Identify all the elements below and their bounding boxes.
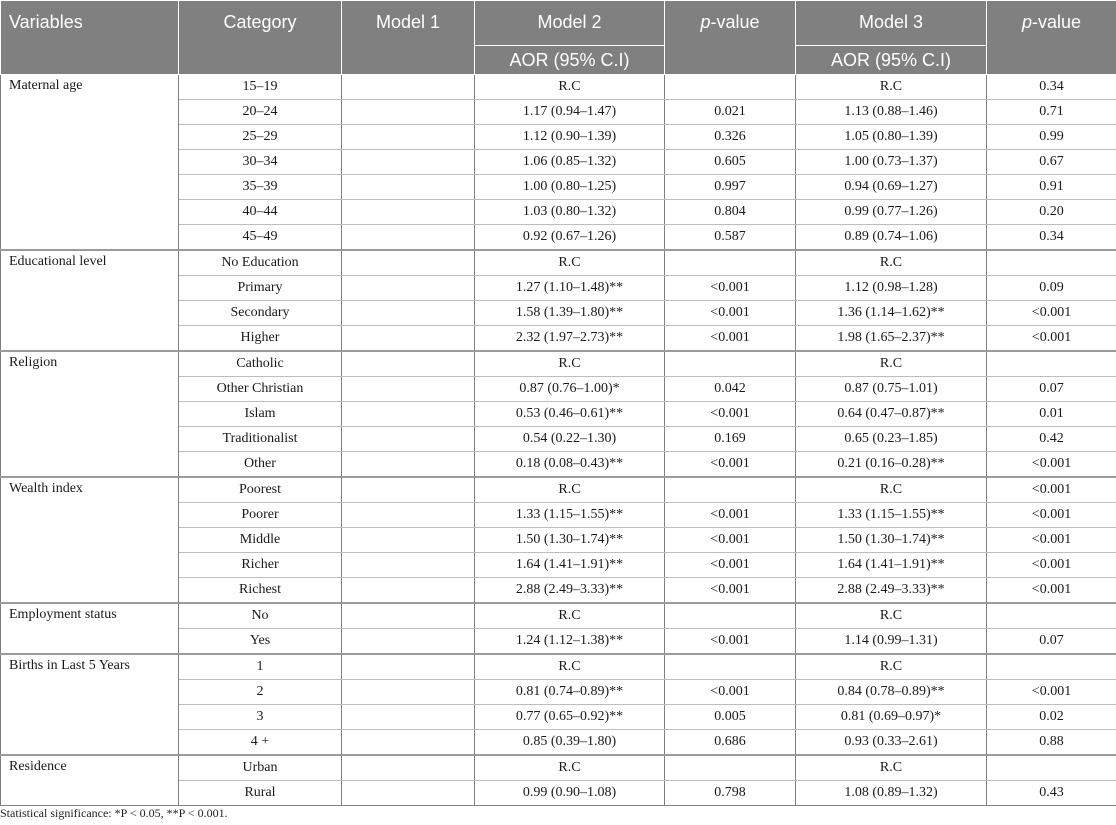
model3-pvalue-cell (987, 250, 1116, 276)
model1-cell (342, 730, 475, 756)
model3-aor-cell: R.C (796, 603, 987, 629)
category-cell: 40–44 (179, 200, 342, 225)
model2-aor-cell: 1.50 (1.30–1.74)** (475, 528, 665, 553)
table-row (1, 250, 1116, 276)
model3-pvalue-cell: 0.09 (987, 276, 1116, 301)
model3-pvalue-cell: 0.07 (987, 629, 1116, 655)
model2-pvalue-cell: 0.804 (665, 200, 796, 225)
model3-aor-cell: 0.64 (0.47–0.87)** (796, 402, 987, 427)
model1-cell (342, 654, 475, 680)
model2-pvalue-cell: <0.001 (665, 326, 796, 352)
model2-pvalue-cell: 0.005 (665, 705, 796, 730)
model3-aor-cell: R.C (796, 477, 987, 503)
model2-pvalue-cell (665, 250, 796, 276)
category-cell: Yes (179, 629, 342, 655)
model2-pvalue-cell: <0.001 (665, 680, 796, 705)
variable-cell: Wealth index (1, 477, 179, 603)
model3-pvalue-cell: 0.99 (987, 125, 1116, 150)
header-aor-model3: AOR (95% C.I) (796, 46, 987, 75)
model2-aor-cell: 1.00 (0.80–1.25) (475, 175, 665, 200)
header-model3: Model 3 (796, 1, 987, 46)
model1-cell (342, 250, 475, 276)
model2-pvalue-cell: <0.001 (665, 402, 796, 427)
variable-cell: Residence (1, 755, 179, 806)
model1-cell (342, 276, 475, 301)
category-cell: 25–29 (179, 125, 342, 150)
model3-pvalue-cell: 0.01 (987, 402, 1116, 427)
model2-aor-cell: R.C (475, 250, 665, 276)
model2-pvalue-cell: <0.001 (665, 629, 796, 655)
table-row (1, 654, 1116, 680)
model1-cell (342, 452, 475, 478)
model3-aor-cell: 0.94 (0.69–1.27) (796, 175, 987, 200)
model2-pvalue-cell: 0.605 (665, 150, 796, 175)
model1-cell (342, 578, 475, 604)
table-row (1, 351, 1116, 377)
model2-pvalue-cell: <0.001 (665, 503, 796, 528)
category-cell: No (179, 603, 342, 629)
header-pvalue-model3: p-value (987, 1, 1116, 75)
model3-pvalue-cell: 0.88 (987, 730, 1116, 756)
model2-aor-cell: 0.81 (0.74–0.89)** (475, 680, 665, 705)
model3-pvalue-cell: <0.001 (987, 553, 1116, 578)
model1-cell (342, 603, 475, 629)
model3-pvalue-cell: 0.71 (987, 100, 1116, 125)
model2-pvalue-cell: <0.001 (665, 578, 796, 604)
category-cell: 4 + (179, 730, 342, 756)
model2-pvalue-cell: 0.042 (665, 377, 796, 402)
category-cell: Poorer (179, 503, 342, 528)
model1-cell (342, 377, 475, 402)
table-row (1, 75, 1116, 100)
model2-aor-cell: 1.58 (1.39–1.80)** (475, 301, 665, 326)
model2-aor-cell: 1.33 (1.15–1.55)** (475, 503, 665, 528)
model3-pvalue-cell: <0.001 (987, 528, 1116, 553)
category-cell: Catholic (179, 351, 342, 377)
model2-aor-cell: 0.77 (0.65–0.92)** (475, 705, 665, 730)
model3-pvalue-cell: <0.001 (987, 477, 1116, 503)
model2-aor-cell: 0.87 (0.76–1.00)* (475, 377, 665, 402)
model2-pvalue-cell (665, 75, 796, 100)
model2-aor-cell: 0.18 (0.08–0.43)** (475, 452, 665, 478)
model2-pvalue-cell: 0.021 (665, 100, 796, 125)
model2-aor-cell: R.C (475, 755, 665, 781)
category-cell: 1 (179, 654, 342, 680)
model2-aor-cell: 2.32 (1.97–2.73)** (475, 326, 665, 352)
model3-aor-cell: 2.88 (2.49–3.33)** (796, 578, 987, 604)
model3-pvalue-cell: <0.001 (987, 452, 1116, 478)
model3-aor-cell: 0.65 (0.23–1.85) (796, 427, 987, 452)
model3-pvalue-cell: 0.07 (987, 377, 1116, 402)
variable-cell: Religion (1, 351, 179, 477)
model2-aor-cell: R.C (475, 477, 665, 503)
model3-aor-cell: 0.89 (0.74–1.06) (796, 225, 987, 251)
table-body (1, 75, 1116, 806)
model3-aor-cell: 1.13 (0.88–1.46) (796, 100, 987, 125)
model2-pvalue-cell: 0.686 (665, 730, 796, 756)
table-row (1, 755, 1116, 781)
model3-aor-cell: R.C (796, 250, 987, 276)
model3-aor-cell: 1.50 (1.30–1.74)** (796, 528, 987, 553)
model1-cell (342, 225, 475, 251)
variable-cell: Maternal age (1, 75, 179, 251)
category-cell: Poorest (179, 477, 342, 503)
category-cell: 2 (179, 680, 342, 705)
model2-pvalue-cell (665, 477, 796, 503)
model2-pvalue-cell: <0.001 (665, 553, 796, 578)
category-cell: 3 (179, 705, 342, 730)
model2-aor-cell: 0.92 (0.67–1.26) (475, 225, 665, 251)
model3-aor-cell: 0.99 (0.77–1.26) (796, 200, 987, 225)
model2-pvalue-cell (665, 654, 796, 680)
model1-cell (342, 175, 475, 200)
model3-aor-cell: 1.08 (0.89–1.32) (796, 781, 987, 806)
model3-pvalue-cell: <0.001 (987, 680, 1116, 705)
model2-aor-cell: 1.03 (0.80–1.32) (475, 200, 665, 225)
model3-aor-cell: R.C (796, 654, 987, 680)
model2-aor-cell: R.C (475, 351, 665, 377)
category-cell: Higher (179, 326, 342, 352)
model3-aor-cell: 1.05 (0.80–1.39) (796, 125, 987, 150)
model2-aor-cell: 0.54 (0.22–1.30) (475, 427, 665, 452)
model2-aor-cell: 1.27 (1.10–1.48)** (475, 276, 665, 301)
model2-pvalue-cell (665, 351, 796, 377)
model1-cell (342, 351, 475, 377)
model3-aor-cell: 1.36 (1.14–1.62)** (796, 301, 987, 326)
header-model1: Model 1 (342, 1, 475, 75)
category-cell: Rural (179, 781, 342, 806)
model2-aor-cell: 1.17 (0.94–1.47) (475, 100, 665, 125)
model3-pvalue-cell (987, 654, 1116, 680)
model2-aor-cell: R.C (475, 603, 665, 629)
model2-pvalue-cell: 0.798 (665, 781, 796, 806)
category-cell: Richer (179, 553, 342, 578)
model3-pvalue-cell: 0.02 (987, 705, 1116, 730)
model2-pvalue-cell: 0.587 (665, 225, 796, 251)
model1-cell (342, 680, 475, 705)
category-cell: No Education (179, 250, 342, 276)
model2-aor-cell: 0.99 (0.90–1.08) (475, 781, 665, 806)
model3-pvalue-cell: <0.001 (987, 301, 1116, 326)
model1-cell (342, 528, 475, 553)
model1-cell (342, 781, 475, 806)
category-cell: Richest (179, 578, 342, 604)
model3-pvalue-cell: <0.001 (987, 503, 1116, 528)
model3-aor-cell: 1.98 (1.65–2.37)** (796, 326, 987, 352)
category-cell: 30–34 (179, 150, 342, 175)
model2-pvalue-cell: 0.997 (665, 175, 796, 200)
model2-pvalue-cell (665, 603, 796, 629)
model1-cell (342, 326, 475, 352)
model3-pvalue-cell: 0.67 (987, 150, 1116, 175)
model3-aor-cell: R.C (796, 755, 987, 781)
model3-aor-cell: 1.33 (1.15–1.55)** (796, 503, 987, 528)
category-cell: Secondary (179, 301, 342, 326)
model3-aor-cell: 0.21 (0.16–0.28)** (796, 452, 987, 478)
model3-aor-cell: 0.84 (0.78–0.89)** (796, 680, 987, 705)
model2-pvalue-cell: 0.169 (665, 427, 796, 452)
model3-aor-cell: 1.00 (0.73–1.37) (796, 150, 987, 175)
model1-cell (342, 200, 475, 225)
model2-aor-cell: R.C (475, 75, 665, 100)
model2-aor-cell: R.C (475, 654, 665, 680)
model1-cell (342, 100, 475, 125)
model1-cell (342, 402, 475, 427)
category-cell: Urban (179, 755, 342, 781)
category-cell: Middle (179, 528, 342, 553)
footnote: Statistical significance: *P < 0.05, **P < 0.001. (0, 806, 228, 820)
category-cell: 35–39 (179, 175, 342, 200)
model2-aor-cell: 0.53 (0.46–0.61)** (475, 402, 665, 427)
model3-aor-cell: 1.12 (0.98–1.28) (796, 276, 987, 301)
model3-aor-cell: 1.64 (1.41–1.91)** (796, 553, 987, 578)
model2-pvalue-cell: <0.001 (665, 276, 796, 301)
model1-cell (342, 150, 475, 175)
model1-cell (342, 755, 475, 781)
model3-pvalue-cell: 0.91 (987, 175, 1116, 200)
category-cell: 15–19 (179, 75, 342, 100)
header-variables: Variables (1, 1, 179, 75)
variable-cell: Employment status (1, 603, 179, 654)
model2-pvalue-cell (665, 755, 796, 781)
model3-pvalue-cell: 0.34 (987, 225, 1116, 251)
category-cell: Other (179, 452, 342, 478)
category-cell: Traditionalist (179, 427, 342, 452)
model3-pvalue-cell (987, 351, 1116, 377)
model3-aor-cell: 0.81 (0.69–0.97)* (796, 705, 987, 730)
model1-cell (342, 553, 475, 578)
model1-cell (342, 75, 475, 100)
header-category: Category (179, 1, 342, 75)
model3-aor-cell: 0.93 (0.33–2.61) (796, 730, 987, 756)
model3-aor-cell: R.C (796, 75, 987, 100)
table-row (1, 603, 1116, 629)
variable-cell: Educational level (1, 250, 179, 351)
model3-pvalue-cell: 0.42 (987, 427, 1116, 452)
model3-pvalue-cell: <0.001 (987, 326, 1116, 352)
model3-aor-cell: 0.87 (0.75–1.01) (796, 377, 987, 402)
model3-pvalue-cell: 0.34 (987, 75, 1116, 100)
model3-pvalue-cell: 0.20 (987, 200, 1116, 225)
model1-cell (342, 427, 475, 452)
table-row (1, 477, 1116, 503)
model3-aor-cell: 1.14 (0.99–1.31) (796, 629, 987, 655)
header-aor-model2: AOR (95% C.I) (475, 46, 665, 75)
model3-pvalue-cell (987, 603, 1116, 629)
model3-pvalue-cell: <0.001 (987, 578, 1116, 604)
category-cell: Primary (179, 276, 342, 301)
category-cell: 45–49 (179, 225, 342, 251)
category-cell: Islam (179, 402, 342, 427)
model2-aor-cell: 1.12 (0.90–1.39) (475, 125, 665, 150)
model1-cell (342, 125, 475, 150)
model1-cell (342, 301, 475, 326)
model2-pvalue-cell: <0.001 (665, 528, 796, 553)
header-model2: Model 2 (475, 1, 665, 46)
header-pvalue-model2: p-value (665, 1, 796, 75)
model2-aor-cell: 1.24 (1.12–1.38)** (475, 629, 665, 655)
model3-pvalue-cell (987, 755, 1116, 781)
model2-aor-cell: 1.64 (1.41–1.91)** (475, 553, 665, 578)
model2-pvalue-cell: <0.001 (665, 301, 796, 326)
model2-pvalue-cell: <0.001 (665, 452, 796, 478)
model2-aor-cell: 2.88 (2.49–3.33)** (475, 578, 665, 604)
model2-aor-cell: 0.85 (0.39–1.80) (475, 730, 665, 756)
model1-cell (342, 705, 475, 730)
model1-cell (342, 477, 475, 503)
model1-cell (342, 503, 475, 528)
model2-aor-cell: 1.06 (0.85–1.32) (475, 150, 665, 175)
model1-cell (342, 629, 475, 655)
category-cell: Other Christian (179, 377, 342, 402)
model2-pvalue-cell: 0.326 (665, 125, 796, 150)
category-cell: 20–24 (179, 100, 342, 125)
model3-aor-cell: R.C (796, 351, 987, 377)
variable-cell: Births in Last 5 Years (1, 654, 179, 755)
model3-pvalue-cell: 0.43 (987, 781, 1116, 806)
table-header (1, 1, 1116, 75)
